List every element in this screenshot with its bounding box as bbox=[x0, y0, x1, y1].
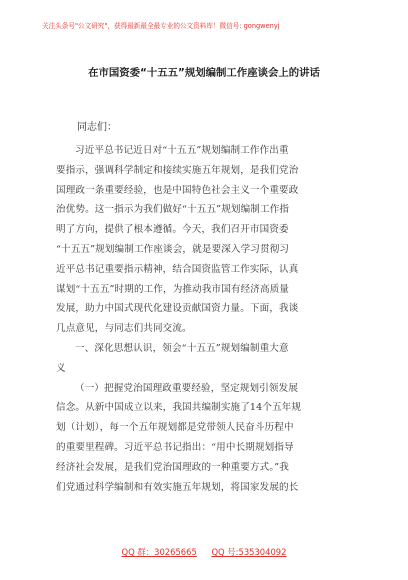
paragraph-line: 明了方向，提供了根本遵循。今天，我们召开市国资委 bbox=[56, 224, 289, 236]
document-title: 在市国资委“十五五”规划编制工作座谈会上的讲话 bbox=[88, 67, 320, 79]
paragraph-line: 要指示，强调科学制定和接续实施五年规划，是我们党治 bbox=[56, 164, 299, 176]
paragraph-subsection-1 bbox=[56, 379, 356, 498]
paragraph-line: 谋划“十五五”时期的工作，为推动我市国有经济高质量 bbox=[56, 283, 290, 295]
paragraph-line: 的重要里程碑。习近平总书记指出：“用中长期规划指导 bbox=[56, 441, 294, 453]
header-promo-note: 关注头条号"公文研究"，获得最新最全最专业的公文资料库！微信号: gongwenyj bbox=[42, 22, 280, 30]
section-heading-1 bbox=[56, 339, 356, 379]
paragraph-line: 发展，助力中国式现代化建设贡献国资力量。下面，我谈 bbox=[56, 303, 299, 315]
paragraph-line: 经济社会发展，是我们党治国理政的一种重要方式。”我 bbox=[56, 461, 289, 473]
paragraph-line: 划（计划），每一个五年规划都是党带领人民奋斗历程中 bbox=[56, 422, 294, 434]
paragraph-line: 治优势。这一指示为我们做好“十五五”规划编制工作指 bbox=[56, 204, 290, 216]
paragraph-line: “十五五”规划编制工作座谈会，就是要深入学习贯彻习 bbox=[56, 243, 290, 255]
paragraph-line: 国理政一条重要经验，也是中国特色社会主义一个重要政 bbox=[56, 184, 299, 196]
greeting: 同志们： bbox=[77, 122, 117, 133]
heading-line: 义 bbox=[56, 362, 66, 374]
footer-contact bbox=[0, 546, 408, 558]
paragraph-line: 习近平总书记近日对“十五五”规划编制工作作出重 bbox=[75, 145, 289, 156]
heading-line: 一、深化思想认识，领会“十五五”规划编制重大意 bbox=[75, 342, 289, 354]
qq-group-link[interactable]: QQ 群：30265665 bbox=[121, 547, 197, 557]
paragraph-line: 近平总书记重要指示精神，结合国资监管工作实际，认真 bbox=[56, 263, 299, 275]
paragraph-opening bbox=[56, 141, 356, 339]
paragraph-line: （一）把握党治国理政重要经验，坚定规划引领发展 bbox=[75, 382, 299, 394]
paragraph-line: 几点意见，与同志们共同交流。 bbox=[56, 323, 192, 335]
paragraph-line: 信念。从新中国成立以来，我国共编制实施了14个五年规 bbox=[56, 402, 302, 414]
qq-number-link[interactable]: QQ 号:535304092 bbox=[211, 547, 287, 557]
document-body bbox=[56, 120, 356, 497]
paragraph-line: 们党通过科学编制和有效实施五年规划，将国家发展的长 bbox=[56, 481, 299, 493]
